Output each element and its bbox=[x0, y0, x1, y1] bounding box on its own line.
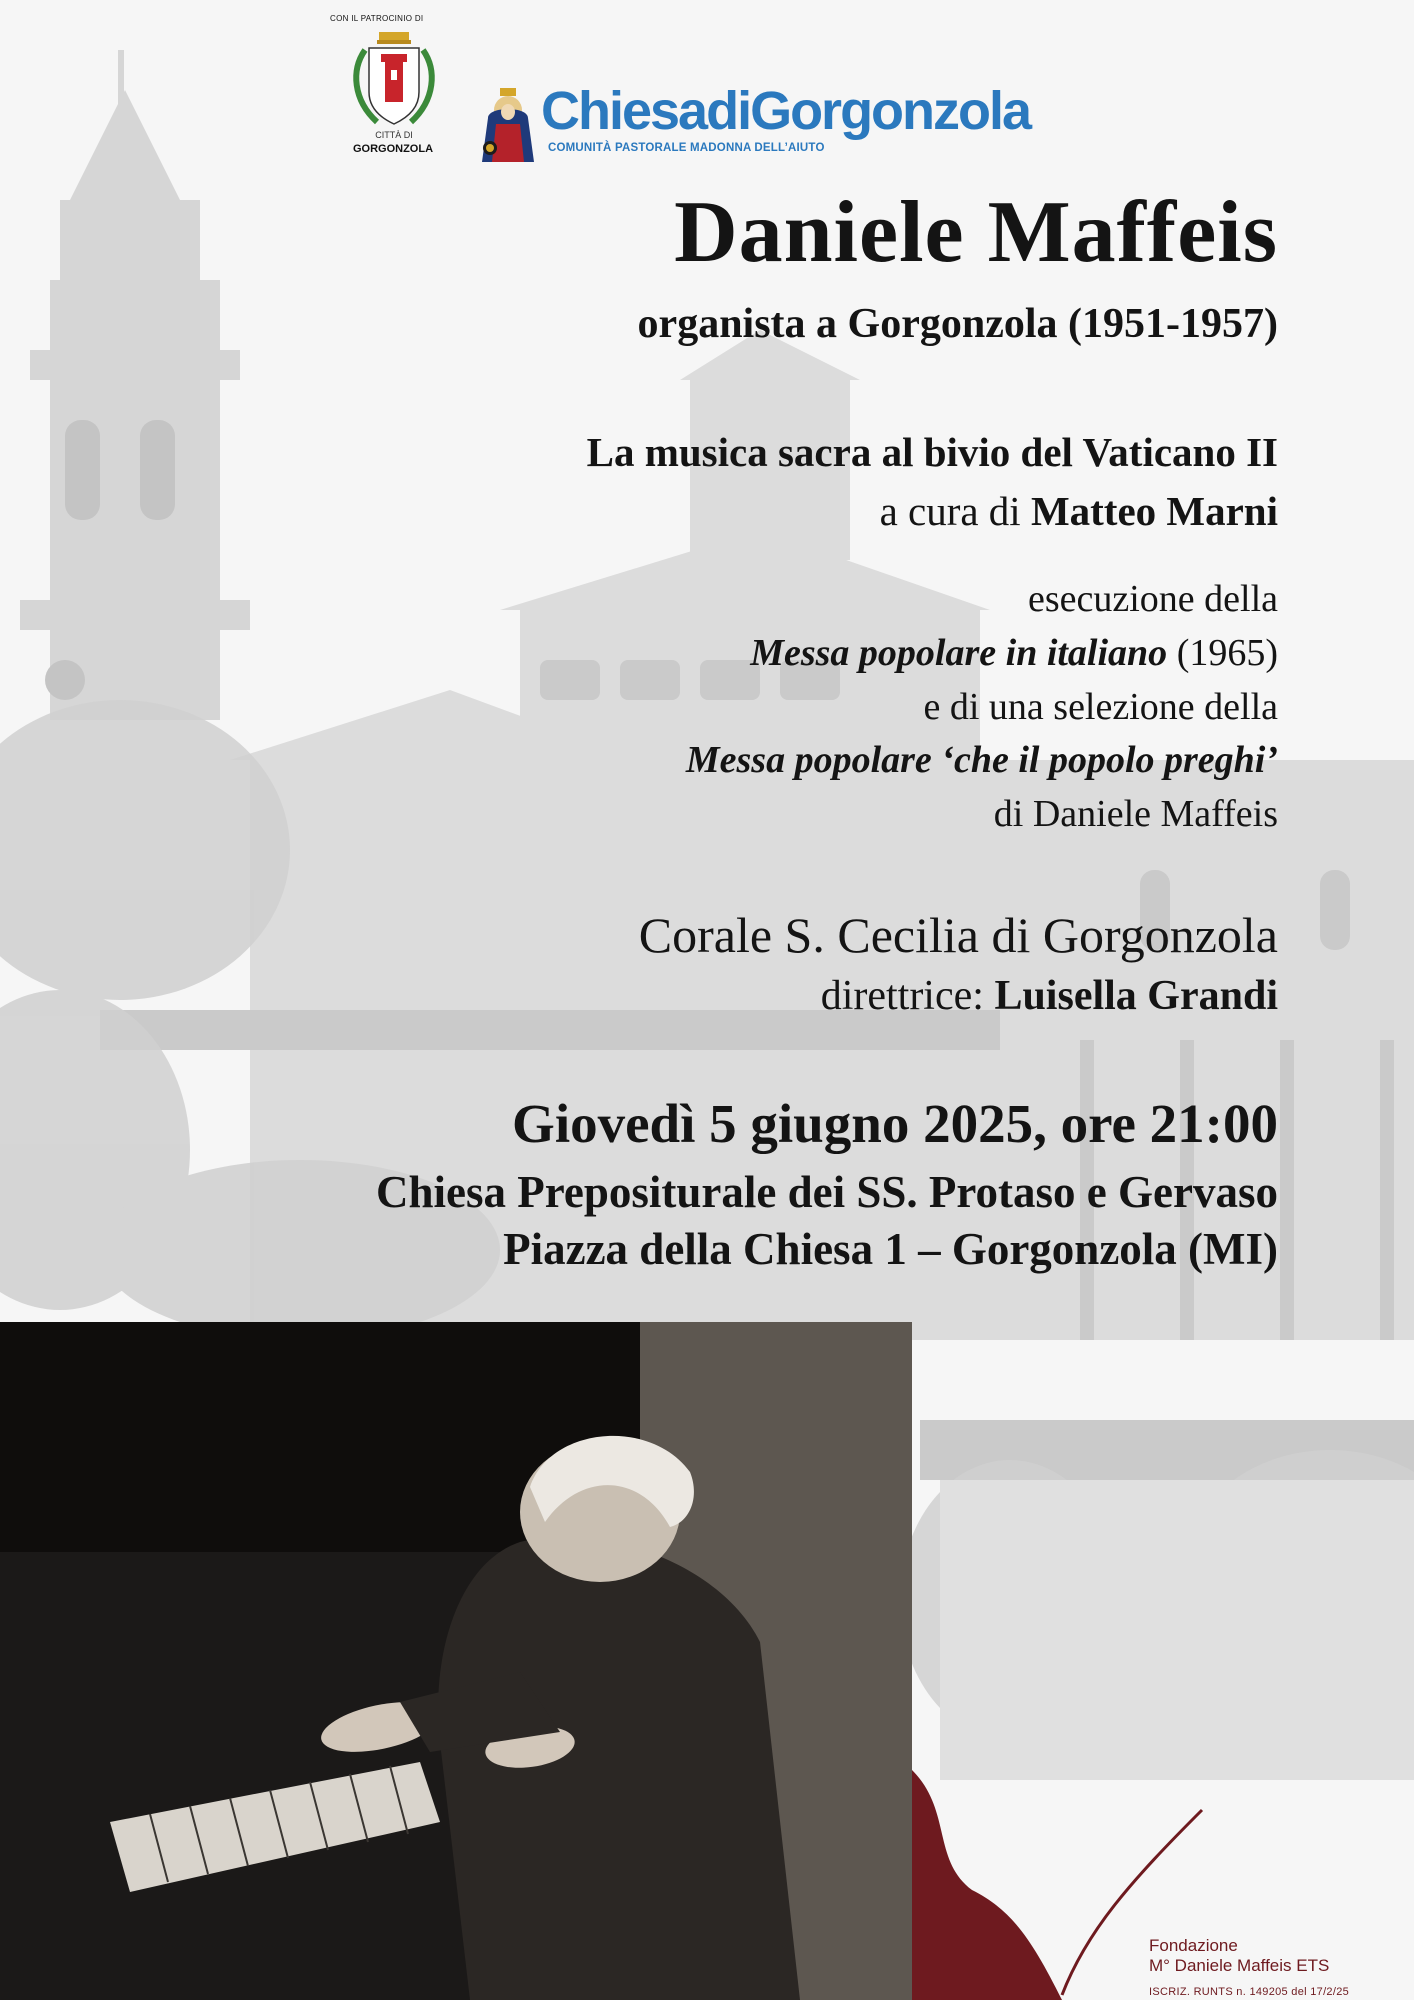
director-prefix: direttrice: bbox=[820, 973, 984, 1019]
curator-prefix: a cura di bbox=[879, 488, 1021, 534]
page-subtitle: organista a Gorgonzola (1951-1957) bbox=[637, 301, 1278, 347]
patronage-label: CON IL PATROCINIO DI bbox=[330, 14, 424, 23]
work2-title: Messa popolare ‘che il popolo preghi’ bbox=[685, 739, 1278, 781]
pianist-photo bbox=[0, 1322, 912, 2000]
lecture-title: La musica sacra al bivio del Vaticano II bbox=[586, 429, 1278, 475]
madonna-icon bbox=[478, 84, 538, 164]
foundation-line-1: Fondazione bbox=[1149, 1936, 1238, 1955]
curator-name: Matteo Marni bbox=[1030, 488, 1278, 534]
program-line-2 bbox=[750, 631, 1278, 675]
program-line-5: di Daniele Maffeis bbox=[993, 793, 1278, 835]
choir-director-line bbox=[821, 972, 1278, 1020]
church-logo-wordmark: ChiesadiGorgonzola bbox=[541, 81, 1031, 141]
director-name: Luisella Grandi bbox=[994, 973, 1278, 1019]
program-line-1: esecuzione della bbox=[1027, 578, 1278, 620]
event-datetime: Giovedì 5 giugno 2025, ore 21:00 bbox=[512, 1093, 1278, 1154]
gorgonzola-crest-icon bbox=[347, 30, 441, 128]
choir-name: Corale S. Cecilia di Gorgonzola bbox=[638, 907, 1278, 963]
event-venue: Chiesa Prepositurale dei SS. Protaso e Gervaso bbox=[375, 1167, 1278, 1217]
work1-year: (1965) bbox=[1176, 632, 1278, 674]
work1-title: Messa popolare in italiano bbox=[750, 632, 1168, 674]
foundation-name bbox=[1149, 1936, 1329, 1975]
church-logo-subtitle: COMUNITÀ PASTORALE MADONNA DELL’AIUTO bbox=[548, 142, 825, 154]
event-address: Piazza della Chiesa 1 – Gorgonzola (MI) bbox=[503, 1224, 1278, 1274]
program-line-3: e di una selezione della bbox=[923, 686, 1278, 728]
foundation-registration: ISCRIZ. RUNTS n. 149205 del 17/2/25 bbox=[1149, 1986, 1350, 1998]
crest-label-top: CITTÀ DI bbox=[375, 130, 413, 140]
lecture-curator-line bbox=[880, 487, 1278, 535]
page-title: Daniele Maffeis bbox=[674, 184, 1278, 281]
crest-label-bottom: GORGONZOLA bbox=[352, 143, 434, 155]
foundation-line-2: M° Daniele Maffeis ETS bbox=[1149, 1955, 1330, 1975]
